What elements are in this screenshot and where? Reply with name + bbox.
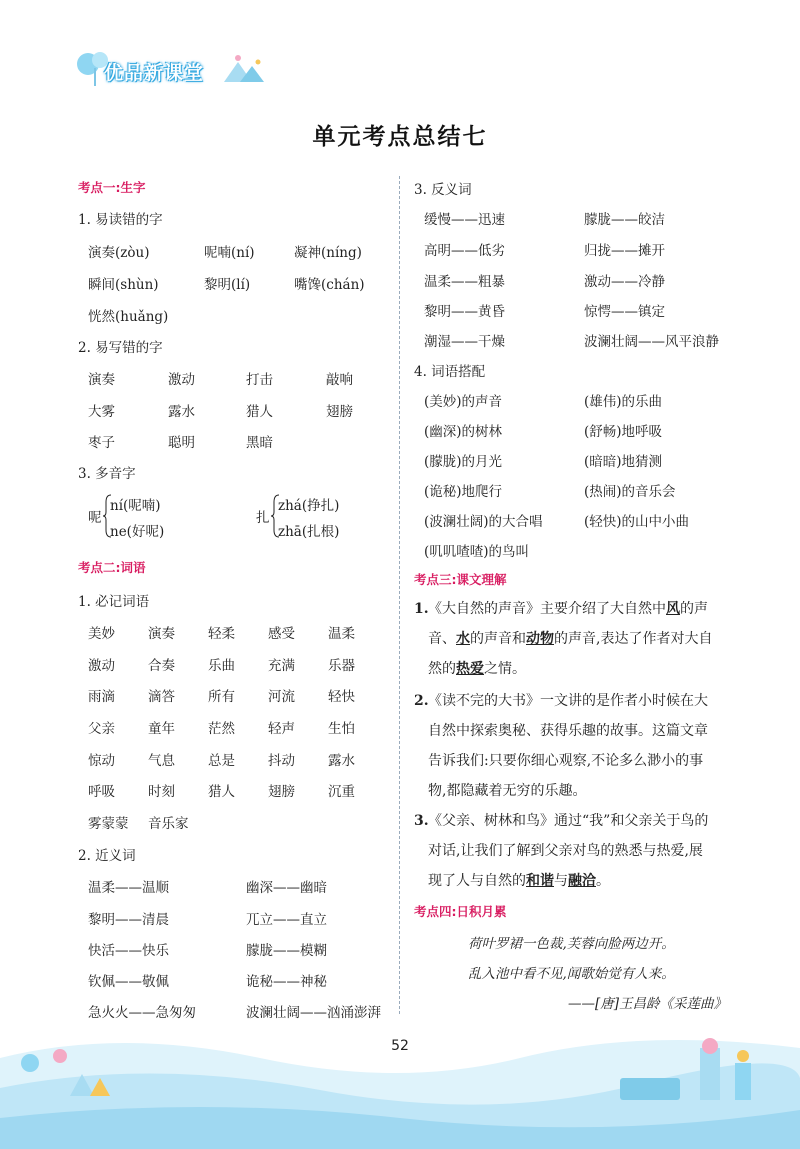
- word-item: 滴答: [148, 689, 175, 705]
- synonym-item: 黎明——清晨: [88, 912, 169, 928]
- word-item: 轻声: [268, 721, 295, 737]
- char-item: 翅膀: [326, 404, 353, 420]
- word-item: 轻柔: [208, 626, 235, 642]
- word-item: 河流: [268, 689, 295, 705]
- reading-item: 呢喃(ní): [204, 245, 255, 261]
- polyphone-char: 扎: [256, 510, 270, 526]
- char-item: 大雾: [88, 404, 115, 420]
- reading-item: 瞬间(shùn): [88, 277, 159, 293]
- collocation-item: (舒畅)地呼吸: [584, 424, 663, 440]
- collocation-item: (幽深)的树林: [424, 424, 503, 440]
- item-number: 2.: [414, 693, 429, 709]
- logo-text: 优品新课堂: [104, 62, 205, 84]
- word-item: 音乐家: [148, 816, 189, 832]
- word-item: 父亲: [88, 721, 115, 737]
- polyphone-group: [88, 490, 218, 540]
- collocation-item: (波澜壮阔)的大合唱: [424, 514, 543, 530]
- word-item: 美妙: [88, 626, 115, 642]
- poem-line-1: 荷叶罗裙一色裁,芙蓉向脸两边开。: [468, 936, 675, 952]
- page-number: 52: [391, 1038, 409, 1054]
- text-run: 之情。: [484, 661, 526, 677]
- synonym-item: 快活——快乐: [88, 943, 169, 959]
- char-item: 露水: [168, 404, 195, 420]
- synonym-item: 兀立——直立: [246, 912, 327, 928]
- collocation-item: (热闹)的音乐会: [584, 484, 676, 500]
- item-number: 1.: [414, 601, 429, 617]
- section-heading-4: 考点四:日积月累: [414, 904, 507, 919]
- word-item: 所有: [208, 689, 235, 705]
- word-item: 露水: [328, 753, 355, 769]
- word-item: 轻快: [328, 689, 355, 705]
- antonym-item: 温柔——粗暴: [424, 274, 505, 290]
- section-heading-3: 考点三:课文理解: [414, 572, 507, 587]
- collocation-item: (朦胧)的月光: [424, 454, 503, 470]
- poem-line-2: 乱入池中看不见,闻歌始觉有人来。: [468, 966, 675, 982]
- antonym-item: 缓慢——迅速: [424, 212, 505, 228]
- antonym-item: 波澜壮阔——风平浪静: [584, 334, 719, 350]
- text-run: 《父亲、树林和鸟》通过“我”和父亲关于鸟的对话,让我们了解到父亲对鸟的熟悉与热爱,展现了人与自然的: [428, 813, 709, 889]
- text-run: 《读不完的大书》一文讲的是作者小时候在大自然中探索奥秘、获得乐趣的故事。这篇文章告诉我们:只要你细心观察,不论多么渺小的事物,都隐藏着无穷的乐趣。: [428, 693, 708, 799]
- text-run: 与: [554, 873, 568, 889]
- antonym-item: 高明——低劣: [424, 243, 505, 259]
- word-item: 童年: [148, 721, 175, 737]
- reading-item: 黎明(lí): [204, 277, 251, 293]
- word-item: 激动: [88, 658, 115, 674]
- keyword: 水: [456, 631, 470, 647]
- subheading-collocations: 4. 词语搭配: [414, 364, 486, 380]
- word-item: 雾蒙蒙: [88, 816, 129, 832]
- text-run: 的声音、: [428, 601, 708, 647]
- text-run: 的声音,表达了作者对大自然的: [428, 631, 713, 677]
- collocation-item: (诡秘)地爬行: [424, 484, 503, 500]
- collocation-item: (轻快)的山中小曲: [584, 514, 690, 530]
- word-item: 翅膀: [268, 784, 295, 800]
- subheading-easy-miswrite: 2. 易写错的字: [78, 340, 163, 356]
- word-item: 乐器: [328, 658, 355, 674]
- synonym-item: 急火火——急匆匆: [88, 1005, 196, 1021]
- poem-source: ——[唐]王昌龄《采莲曲》: [568, 996, 728, 1012]
- char-item: 激动: [168, 372, 195, 388]
- char-item: 敲响: [326, 372, 353, 388]
- page-title: 单元考点总结七: [312, 124, 488, 150]
- char-item: 聪明: [168, 435, 195, 451]
- comprehension-paragraph-2: [414, 686, 714, 806]
- polyphone-reading: ne(好呢): [110, 524, 165, 540]
- collocation-item: (暗暗)地猜测: [584, 454, 663, 470]
- word-item: 雨滴: [88, 689, 115, 705]
- polyphone-reading: ní(呢喃): [110, 498, 161, 514]
- subheading-easy-misread: 1. 易读错的字: [78, 212, 163, 228]
- reading-item: 演奏(zòu): [88, 245, 150, 261]
- char-item: 黑暗: [246, 435, 273, 451]
- word-item: 猎人: [208, 784, 235, 800]
- synonym-item: 温柔——温顺: [88, 880, 169, 896]
- text-run: 的声音和: [470, 631, 526, 647]
- word-item: 时刻: [148, 784, 175, 800]
- subheading-antonyms: 3. 反义词: [414, 182, 472, 198]
- word-item: 气息: [148, 753, 175, 769]
- subheading-synonyms: 2. 近义词: [78, 848, 136, 864]
- text-run: 《大自然的声音》主要介绍了大自然中: [428, 601, 666, 617]
- word-item: 总是: [208, 753, 235, 769]
- word-item: 抖动: [268, 753, 295, 769]
- keyword: 动物: [526, 631, 554, 647]
- polyphone-char: 呢: [88, 510, 102, 526]
- comprehension-paragraph-1: [414, 594, 714, 684]
- item-number: 3.: [414, 813, 429, 829]
- subheading-polyphone: 3. 多音字: [78, 466, 136, 482]
- collocation-item: (雄伟)的乐曲: [584, 394, 663, 410]
- word-item: 惊动: [88, 753, 115, 769]
- word-item: 演奏: [148, 626, 175, 642]
- section-heading-2: 考点二:词语: [78, 560, 146, 575]
- polyphone-reading: zhā(扎根): [278, 524, 340, 540]
- word-item: 生怕: [328, 721, 355, 737]
- synonym-item: 波澜壮阔——汹涌澎湃: [246, 1005, 381, 1021]
- keyword: 和谐: [526, 873, 554, 889]
- polyphone-reading: zhá(挣扎): [278, 498, 340, 514]
- keyword: 融洽: [568, 873, 596, 889]
- synonym-item: 诡秘——神秘: [246, 974, 327, 990]
- antonym-item: 惊愕——镇定: [584, 304, 665, 320]
- word-item: 沉重: [328, 784, 355, 800]
- antonym-item: 黎明——黄昏: [424, 304, 505, 320]
- reading-item: 恍然(huǎng): [88, 309, 169, 325]
- section-heading-1: 考点一:生字: [78, 180, 146, 195]
- collocation-item: (叽叽喳喳)的鸟叫: [424, 544, 530, 560]
- antonym-item: 朦胧——皎洁: [584, 212, 665, 228]
- comprehension-paragraph-3: [414, 806, 714, 896]
- char-item: 打击: [246, 372, 273, 388]
- word-item: 呼吸: [88, 784, 115, 800]
- char-item: 枣子: [88, 435, 115, 451]
- antonym-item: 潮湿——干燥: [424, 334, 505, 350]
- word-item: 合奏: [148, 658, 175, 674]
- synonym-item: 钦佩——敬佩: [88, 974, 169, 990]
- char-item: 猎人: [246, 404, 273, 420]
- keyword: 风: [666, 601, 680, 617]
- collocation-item: (美妙)的声音: [424, 394, 503, 410]
- char-item: 演奏: [88, 372, 115, 388]
- polyphone-group: [256, 490, 386, 540]
- synonym-item: 朦胧——模糊: [246, 943, 327, 959]
- reading-item: 嘴馋(chán): [294, 277, 365, 293]
- keyword: 热爱: [456, 661, 484, 677]
- word-item: 茫然: [208, 721, 235, 737]
- reading-item: 凝神(níng): [294, 245, 362, 261]
- word-item: 感受: [268, 626, 295, 642]
- text-run: 。: [596, 873, 610, 889]
- column-divider: [399, 176, 400, 1014]
- subheading-must-remember: 1. 必记词语: [78, 594, 150, 610]
- antonym-item: 激动——冷静: [584, 274, 665, 290]
- word-item: 温柔: [328, 626, 355, 642]
- word-item: 充满: [268, 658, 295, 674]
- antonym-item: 归拢——摊开: [584, 243, 665, 259]
- synonym-item: 幽深——幽暗: [246, 880, 327, 896]
- word-item: 乐曲: [208, 658, 235, 674]
